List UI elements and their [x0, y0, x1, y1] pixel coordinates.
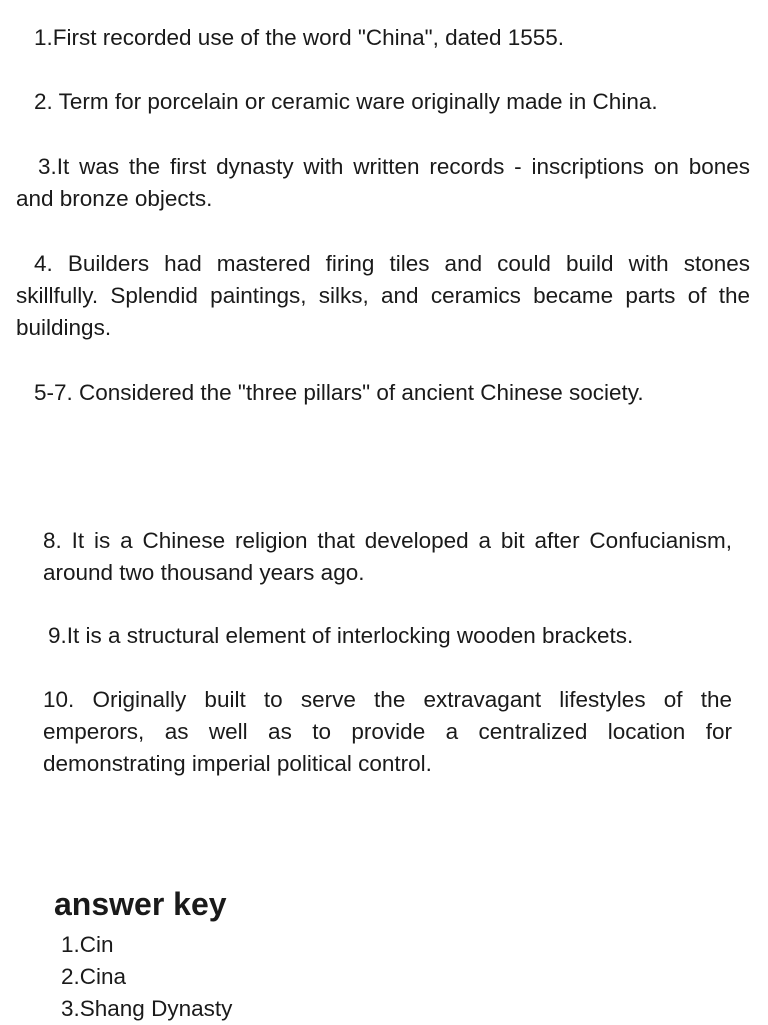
question-8: 8. It is a Chinese religion that developed a bit after Confucianism, around two thousand years ago.: [43, 528, 732, 585]
question-4: 4. Builders had mastered firing tiles and could build with stones skillfully. Splendid paintings, silks, and ceramics became parts of the buildings.: [16, 251, 750, 340]
question-5-7: 5-7. Considered the "three pillars" of ancient Chinese society.: [34, 380, 644, 405]
answer-item: 2.Cina: [61, 964, 127, 989]
answer-key-list: [61, 929, 232, 1025]
answer-key-title: answer key: [54, 886, 227, 922]
question-10: 10. Originally built to serve the extravagant lifestyles of the emperors, as well as to provide a centralized location for demonstrating imperial political control.: [43, 687, 732, 776]
question-9: 9.It is a structural element of interlocking wooden brackets.: [48, 623, 634, 648]
answer-item: 1.Cin: [61, 932, 114, 957]
question-3: 3.It was the first dynasty with written records - inscriptions on bones and bronze objects.: [16, 154, 750, 211]
answer-item: 3.Shang Dynasty: [61, 996, 233, 1021]
question-1: 1.First recorded use of the word "China", dated 1555.: [34, 25, 565, 50]
question-2: 2. Term for porcelain or ceramic ware originally made in China.: [34, 89, 658, 114]
